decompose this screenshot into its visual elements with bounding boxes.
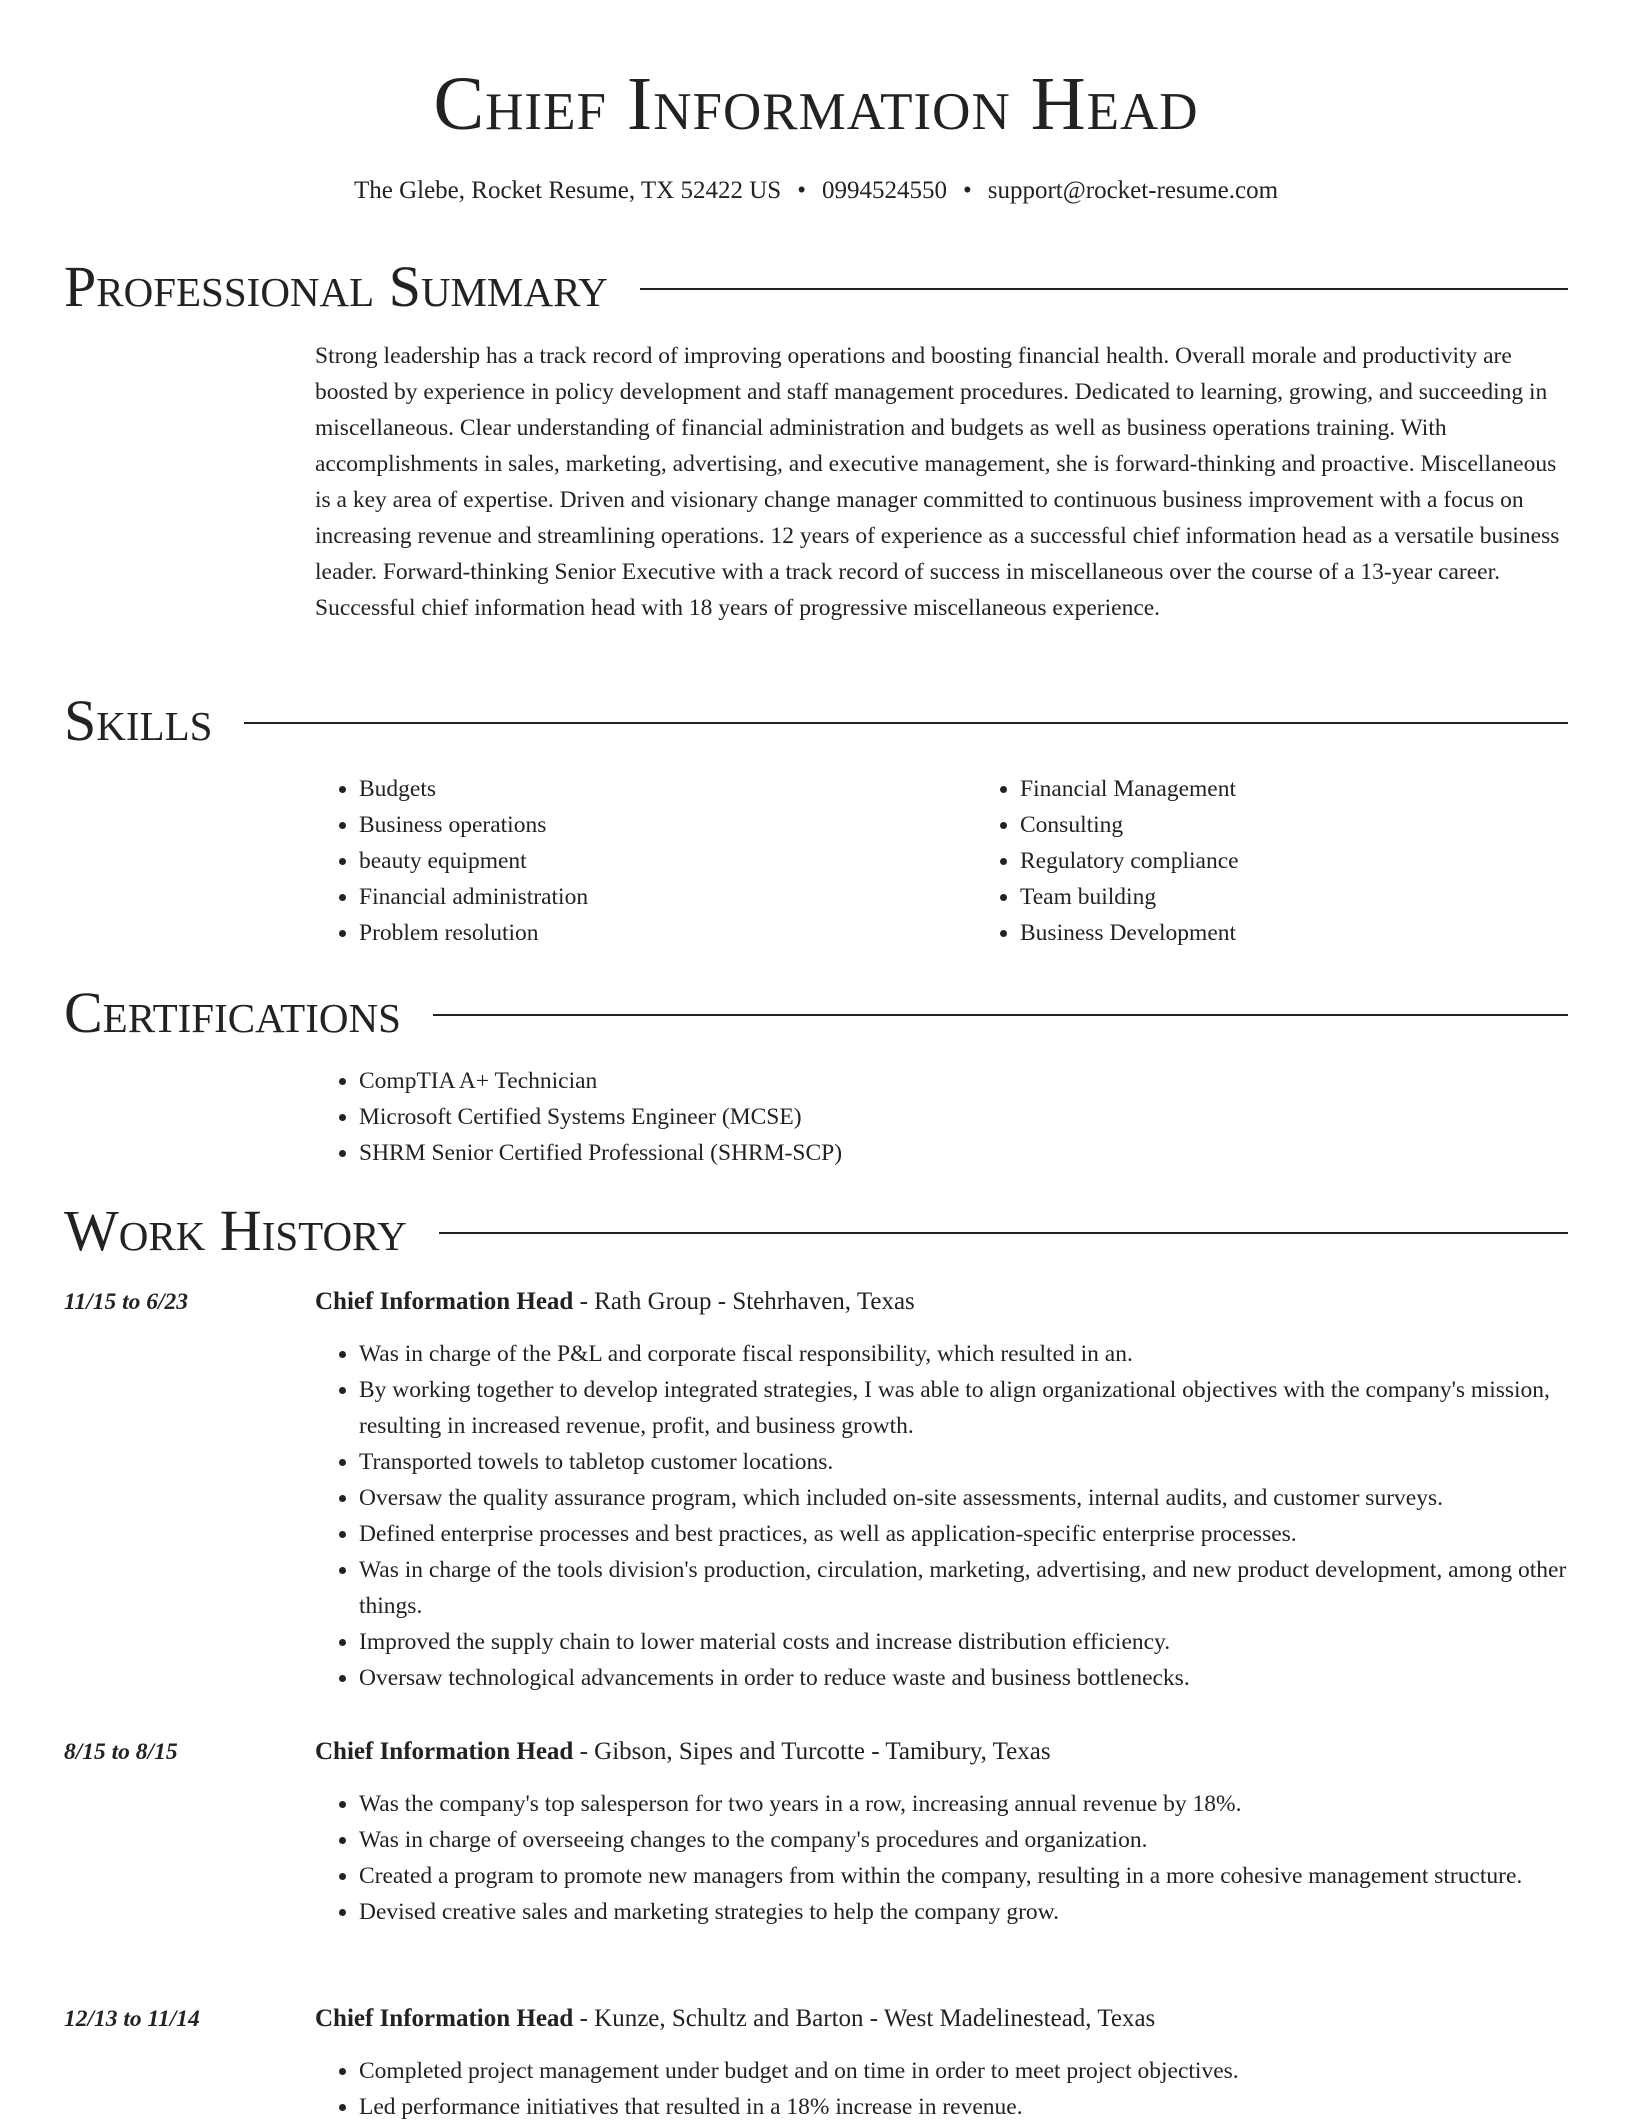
skill-item: • Budgets (359, 771, 976, 807)
job-bullet: • Oversaw technological advancements in order to reduce waste and business bottlenecks. (359, 1660, 1568, 1696)
job-dates: 12/13 to 11/14 (64, 2006, 200, 2032)
job-bullets (315, 1786, 1568, 1930)
job-bullet: • Devised creative sales and marketing strategies to help the company grow. (359, 1894, 1568, 1930)
section-divider (640, 288, 1568, 290)
contact-separator: • (962, 177, 972, 204)
job-dates: 11/15 to 6/23 (64, 1289, 189, 1315)
skill-item: • Problem resolution (359, 915, 976, 951)
job-bullet: • Defined enterprise processes and best practices, as well as application-specific enterprise processes. (359, 1516, 1568, 1552)
job-bullet: • Oversaw the quality assurance program, which included on-site assessments, internal audits, and customer surveys. (359, 1480, 1568, 1516)
job-bullets (315, 1336, 1568, 1696)
job-entry (315, 1734, 1568, 1930)
skills-list-right (976, 771, 1632, 951)
section-divider (433, 1014, 1568, 1016)
job-entry (315, 1284, 1568, 1696)
job-bullet: • Led performance initiatives that resulted in a 18% increase in revenue. (359, 2089, 1568, 2125)
skill-item: • Team building (1020, 879, 1632, 915)
skills-grid (315, 771, 1568, 951)
certifications-section (315, 1063, 1568, 1171)
section-divider (244, 722, 1568, 724)
job-title: Chief Information Head (315, 1738, 574, 1765)
skill-item: • Business Development (1020, 915, 1632, 951)
certification-item: • CompTIA A+ Technician (359, 1063, 1568, 1099)
summary-section (315, 338, 1568, 626)
certifications-section-header (64, 978, 1568, 1048)
job-title-line (315, 1284, 1568, 1320)
skills-section (315, 771, 1568, 951)
skills-section-header (64, 686, 1568, 756)
job-title: Chief Information Head (315, 2005, 574, 2032)
contact-email: support@rocket-resume.com (987, 177, 1279, 204)
contact-line (0, 174, 1632, 208)
contact-separator: • (797, 177, 806, 204)
job-bullet: • Created a program to promote new managers from within the company, resulting in a more cohesive management structure. (359, 1858, 1568, 1894)
skill-item: • Regulatory compliance (1020, 843, 1632, 879)
job-entry (315, 2001, 1568, 2125)
summary-heading: Professional Summary (64, 254, 608, 319)
job-bullet: • Was in charge of overseeing changes to the company's procedures and organization. (359, 1822, 1568, 1858)
job-dates: 8/15 to 8/15 (64, 1739, 178, 1765)
job-bullet: • Completed project management under budget and on time in order to meet project objectives. (359, 2053, 1568, 2089)
certifications-list (315, 1063, 1568, 1171)
job-employer: - Rath Group - Stehrhaven, Texas (573, 1288, 915, 1315)
job-bullets (315, 2053, 1568, 2125)
job-bullet: • Improved the supply chain to lower material costs and increase distribution efficiency. (359, 1624, 1568, 1660)
certifications-heading: Certifications (64, 980, 401, 1045)
job-employer: - Gibson, Sipes and Turcotte - Tamibury, Texas (573, 1738, 1051, 1765)
job-bullet: • Was in charge of the P&L and corporate fiscal responsibility, which resulted in an. (359, 1336, 1568, 1372)
candidate-name: Chief Information Head (433, 62, 1199, 146)
skills-heading: Skills (64, 688, 213, 753)
contact-address: The Glebe, Rocket Resume, TX 52422 US (353, 177, 782, 204)
skill-item: • Financial Management (1020, 771, 1632, 807)
summary-section-header (64, 252, 1568, 322)
skill-item: • Business operations (359, 807, 976, 843)
work-history-section-header (64, 1196, 1568, 1266)
job-title: Chief Information Head (315, 1288, 574, 1315)
skill-item: • Consulting (1020, 807, 1632, 843)
job-title-line (315, 2001, 1568, 2037)
job-employer: - Kunze, Schultz and Barton - West Madelinestead, Texas (573, 2005, 1156, 2032)
skill-item: • Financial administration (359, 879, 976, 915)
summary-text: Strong leadership has a track record of improving operations and boosting financial health. Overall morale and productivity are boosted by experience in policy development and staff management procedures. Dedicated to learning, growing, and succeeding in miscellaneous. Clear understanding of financial administration and budgets as well as business operations training. With accomplishments in sales, marketing, advertising, and executive management, she is forward-thinking and proactive. Miscellaneous is a key area of expertise. Driven and visionary change manager committed to continuous business improvement with a focus on increasing revenue and streamlining operations. 12 years of experience as a successful chief information head as a versatile business leader. Forward-thinking Senior Executive with a track record of success in miscellaneous over the course of a 13-year career. Successful chief information head with 18 years of progressive miscellaneous experience. (315, 343, 1560, 621)
job-bullet: • Was the company's top salesperson for two years in a row, increasing annual revenue by 18%. (359, 1786, 1568, 1822)
job-bullet: • By working together to develop integrated strategies, I was able to align organizational objectives with the company's mission, resulting in increased revenue, profit, and business growth. (359, 1372, 1568, 1444)
skills-list-left (315, 771, 976, 951)
job-title-line (315, 1734, 1568, 1770)
job-bullet: • Transported towels to tabletop customer locations. (359, 1444, 1568, 1480)
certification-item: • SHRM Senior Certified Professional (SHRM-SCP) (359, 1135, 1568, 1171)
work-history-heading: Work History (64, 1198, 407, 1263)
skill-item: • beauty equipment (359, 843, 976, 879)
certification-item: • Microsoft Certified Systems Engineer (MCSE) (359, 1099, 1568, 1135)
contact-phone: 0994524550 (821, 177, 947, 204)
section-divider (439, 1232, 1568, 1234)
job-bullet: • Was in charge of the tools division's production, circulation, marketing, advertising, and new product development, among other things. (359, 1552, 1568, 1624)
